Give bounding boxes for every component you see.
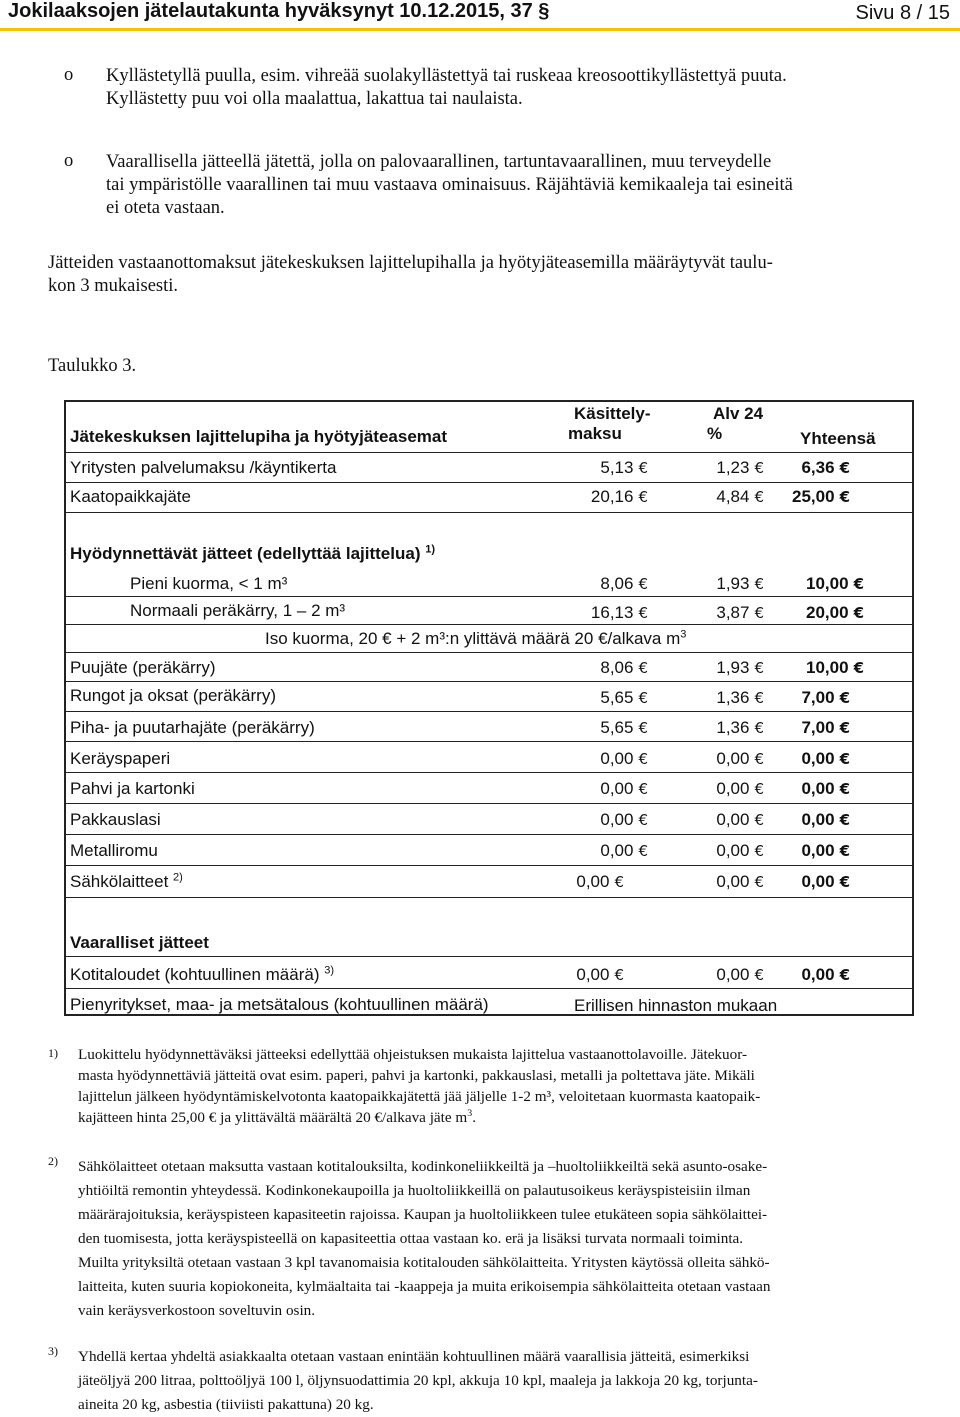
total-value: 7,00 € — [801, 718, 850, 737]
total-value: 0,00 € — [801, 749, 850, 768]
text-line: Kyllästetyllä puulla, esim. vihreää suolakyllästettyä tai ruskeaa kreosoottikyllästettyä puuta. — [106, 66, 787, 86]
col-header-fee: Käsittely- maksu — [568, 404, 651, 443]
fee-value: 0,00 € — [600, 810, 648, 829]
vat-value: 1,93 € — [716, 658, 764, 677]
header-divider — [0, 28, 960, 31]
total-value: 20,00 € — [806, 603, 864, 622]
footnote-mark: 1) — [48, 1046, 58, 1060]
bullet-text-treated-wood — [106, 65, 787, 111]
fee-value: 0,00 € — [600, 749, 648, 768]
bullet-marker: o — [64, 151, 74, 171]
table-rule — [64, 988, 914, 989]
table-rule — [64, 681, 914, 682]
footnote-3: Yhdellä kertaa yhdeltä asiakkaalta otetaan vastaan enintään kohtuullinen määrä vaarallisia jätteitä, esimerkiksi jäteöljyä 200 litraa, polttoöljyä 100 l, öljynsuodattimia 20 kpl, akkuja 10 kpl, maaleja ja lakkoja 20 kg, torjunta- aineita 20 kg, asbestia (tiiviisti pakattuna) 20 kg. — [78, 1348, 758, 1413]
fee-value: 8,06 € — [600, 574, 648, 593]
vat-value: 4,84 € — [716, 487, 764, 506]
fee-value: 20,16 € — [590, 487, 648, 506]
vat-value: 1,93 € — [716, 574, 764, 593]
row-label-cardboard: Pahvi ja kartonki — [70, 779, 195, 798]
table-rule — [64, 596, 914, 597]
vat-value: 1,36 € — [716, 688, 764, 707]
vat-value: 0,00 € — [716, 749, 764, 768]
row-label-scrap-metal: Metalliromu — [70, 841, 158, 860]
fee-value: 8,06 € — [600, 658, 648, 677]
table-rule — [64, 772, 914, 773]
total-value: 10,00 € — [806, 574, 864, 593]
table-rule — [64, 652, 914, 653]
total-value: 0,00 € — [801, 841, 850, 860]
total-value: 10,00 € — [806, 658, 864, 677]
vat-value: 3,87 € — [716, 603, 764, 622]
row-label-paper: Keräyspaperi — [70, 749, 171, 768]
text-line: Vaarallisella jätteellä jätettä, jolla on palovaarallinen, tartuntavaarallinen, muu terveydelle — [106, 152, 772, 172]
fee-value: 16,13 € — [590, 603, 648, 622]
row-label-service-fee: Yritysten palvelumaksu /käyntikerta — [70, 458, 337, 477]
section-title-hazardous: Vaaralliset jätteet — [70, 933, 209, 952]
text-line: tai ympäristölle vaarallinen tai muu vastaava ominaisuus. Räjähtäviä kemikaaleja tai esineitä — [106, 175, 793, 195]
footnote-1: Luokittelu hyödynnettäväksi jätteeksi edellyttää ohjeistuksen mukaista lajittelua vastaanottolavoille. Jätekuor- masta hyödynnettäviä jätteitä ovat esim. paperi, pahvi ja kartonki, pakkauslasi, metalli ja poltettava jäte. Mikäli lajittelun jälkeen hyödyntämiskelvotonta kaatopaikkajätettä jää jäljelle 1-2 m³, veloitetaan kuormasta kaatopaik- kajätteen hinta 25,00 € ja ylittävältä määrältä 20 €/alkava jäte $m^3$. — [78, 1046, 761, 1126]
total-value: 7,00 € — [801, 688, 850, 707]
row-label-landfill-waste: Kaatopaikkajäte — [70, 487, 191, 506]
col-header-total: Yhteensä — [800, 429, 876, 448]
table-rule — [64, 512, 914, 513]
row-label-electronics: Sähkölaitteet $^{2)}$ — [70, 871, 183, 891]
table-rule — [64, 711, 914, 712]
fee-value: 0,00 € — [576, 872, 624, 891]
large-load-note: Iso kuorma, 20 € + 2 m³:n ylittävä määrä 20 €/alkava $m^3$ — [265, 628, 687, 648]
page-number: Sivu 8 / 15 — [855, 2, 950, 24]
table-rule — [64, 624, 914, 625]
table-rule — [64, 482, 914, 483]
text-line: kon 3 mukaisesti. — [48, 276, 179, 296]
vat-value: 0,00 € — [716, 965, 764, 984]
table-rule — [64, 897, 914, 898]
total-value: 0,00 € — [801, 810, 850, 829]
table-rule — [64, 452, 914, 453]
table-rule — [64, 865, 914, 866]
vat-value: 0,00 € — [716, 872, 764, 891]
document-header-title: Jokilaaksojen jätelautakunta hyväksynyt 10.12.2015, 37 § — [8, 0, 550, 22]
row-label-glass: Pakkauslasi — [70, 810, 161, 829]
text-line: Kyllästetty puu voi olla maalattua, lakattua tai naulaista. — [106, 89, 523, 109]
row-label-small-load: Pieni kuorma, < 1 m³ — [130, 574, 288, 593]
row-label-normal-trailer: Normaali peräkärry, 1 – 2 m³ — [130, 601, 346, 620]
total-value: 0,00 € — [801, 965, 850, 984]
fee-value: 5,13 € — [600, 458, 648, 477]
table-rule — [64, 803, 914, 804]
separate-pricing-note: Erillisen hinnaston mukaan — [574, 996, 778, 1015]
section-title-recyclables: Hyödynnettävät jätteet (edellyttää lajittelua) $^{1)}$ — [70, 543, 436, 563]
total-value: 0,00 € — [801, 872, 850, 891]
table-caption: Taulukko 3. — [48, 356, 137, 376]
table-rule — [64, 741, 914, 742]
vat-value: 0,00 € — [716, 841, 764, 860]
bullet-marker: o — [64, 65, 74, 85]
vat-value: 0,00 € — [716, 810, 764, 829]
row-label-garden-waste: Piha- ja puutarhajäte (peräkärry) — [70, 718, 315, 737]
row-label-trunks-branches: Rungot ja oksat (peräkärry) — [70, 686, 276, 705]
fee-value: 0,00 € — [600, 841, 648, 860]
total-value: 0,00 € — [801, 779, 850, 798]
bullet-text-hazardous-waste — [106, 151, 793, 220]
fee-value: 0,00 € — [600, 779, 648, 798]
vat-value: 1,36 € — [716, 718, 764, 737]
vat-value: 1,23 € — [716, 458, 764, 477]
vat-value: 0,00 € — [716, 779, 764, 798]
total-value: 25,00 € — [792, 487, 850, 506]
total-value: 6,36 € — [801, 458, 850, 477]
col-header-vat: Alv 24 % — [707, 404, 764, 443]
footnote-mark: 2) — [48, 1154, 58, 1168]
table-rule — [64, 956, 914, 957]
row-label-small-business: Pienyritykset, maa- ja metsätalous (kohtuullinen määrä) — [70, 995, 489, 1014]
row-label-wood-waste: Puujäte (peräkärry) — [70, 658, 216, 677]
fee-value: 5,65 € — [600, 718, 648, 737]
intro-paragraph — [48, 252, 773, 298]
fee-value: 5,65 € — [600, 688, 648, 707]
footnote-2: Sähkölaitteet otetaan maksutta vastaan kotitalouksilta, kodinkoneliikkeiltä ja –huoltoliikkeiltä sekä asunto-osake- yhtiöiltä remontin yhteydessä. Kodinkonekaupoilla ja huoltoliikkeillä on palautusoikeus keräyspisteisiin ilman määrärajoituksia, keräyspisteen kapasiteetin rajoissa. Kaupan ja huoltoliikkeen tulee etukäteen sopia sähkölaittei- den tuomisesta, jotta keräyspisteellä on kapasiteettia ottaa vastaan ko. erä ja lisäksi turvata normaali toiminta. Muilta yrityksiltä otetaan vastaan 3 kpl tavanomaisia kotitalouden sähkölaitteita. Yritysten käytössä olleita sähkö- laitteita, kuten suuria kopiokoneita, kylmäaltaita tai -kaappeja ja muita erikoisempia sähkölaitteita otetaan vastaan vain keräysverkostoon soveltuvin osin. — [78, 1158, 771, 1319]
text-line: ei oteta vastaan. — [106, 198, 225, 218]
text-line: Jätteiden vastaanottomaksut jätekeskuksen lajittelupihalla ja hyötyjäteasemilla määräytyvät taulu- — [48, 253, 773, 273]
footnote-mark: 3) — [48, 1344, 58, 1358]
row-label-households: Kotitaloudet (kohtuullinen määrä) $^{3)}$ — [70, 964, 335, 984]
fee-value: 0,00 € — [576, 965, 624, 984]
table-title: Jätekeskuksen lajittelupiha ja hyötyjäteasemat — [70, 427, 448, 446]
table-rule — [64, 834, 914, 835]
